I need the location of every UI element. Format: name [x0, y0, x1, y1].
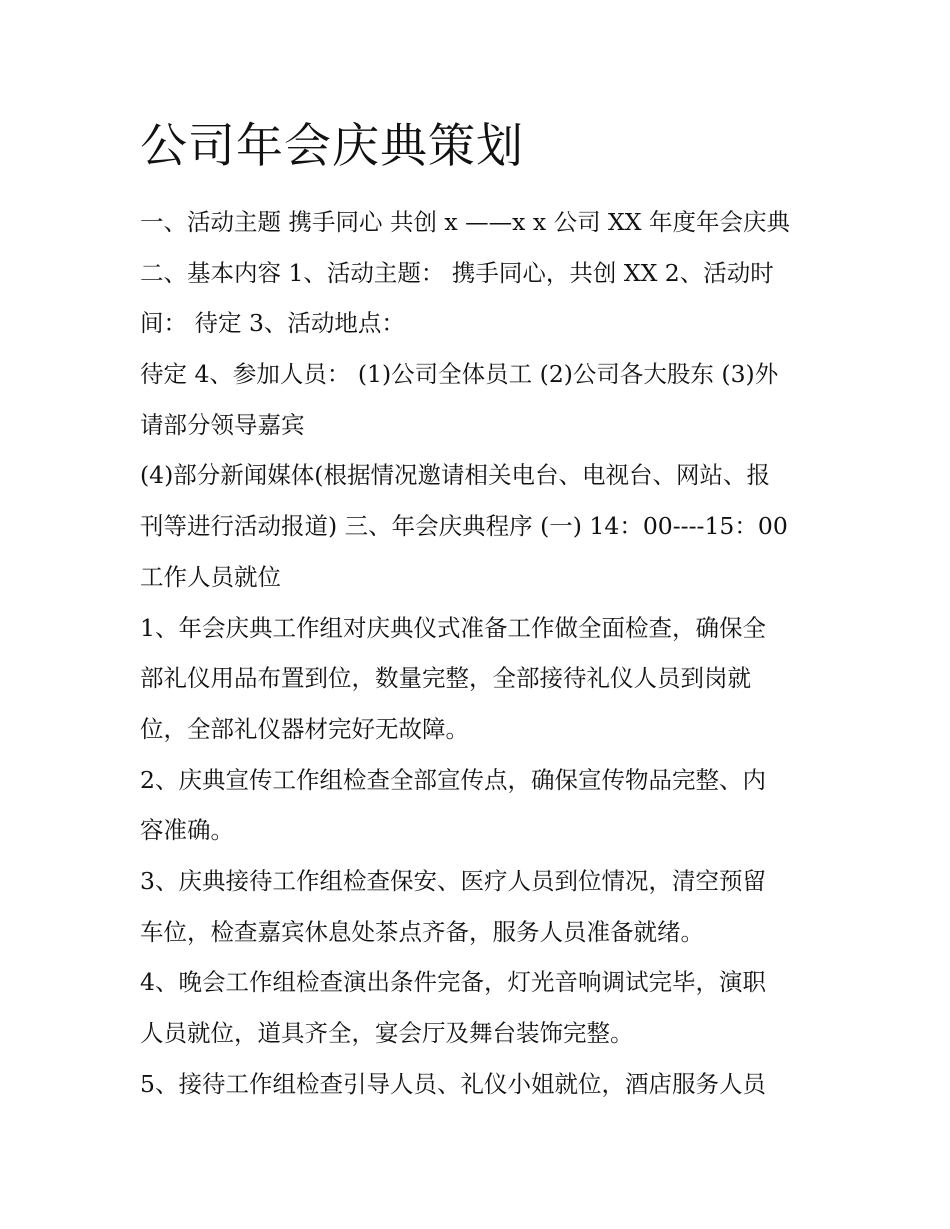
text-line: 部礼仪用品布置到位，数量完整，全部接待礼仪人员到岗就: [140, 664, 751, 693]
text-line: 容准确。: [140, 816, 234, 845]
text-line: 请部分领导嘉宾: [140, 410, 305, 439]
text-line: 1、年会庆典工作组对庆典仪式准备工作做全面检查，确保全: [140, 613, 766, 642]
text-line: 2、庆典宣传工作组检查全部宣传点，确保宣传物品完整、内: [140, 765, 766, 794]
text-line: 刊等进行活动报道) 三、年会庆典程序 (一) 14：00----15：00: [140, 512, 788, 541]
text-line: 间： 待定 3、活动地点：: [140, 309, 405, 338]
text-line: 人员就位，道具齐全，宴会厅及舞台装饰完整。: [140, 1019, 634, 1047]
text-line: 位，全部礼仪器材完好无故障。: [140, 714, 469, 743]
document-body: [140, 197, 820, 1109]
text-line: (4)部分新闻媒体(根据情况邀请相关电台、电视台、网站、报: [140, 461, 770, 490]
document-title: 公司年会庆典策划: [140, 119, 524, 174]
text-line: 待定 4、参加人员： (1)公司全体员工 (2)公司各大股东 (3)外: [140, 360, 779, 389]
text-line: 车位，检查嘉宾休息处茶点齐备，服务人员准备就绪。: [140, 917, 704, 946]
text-line: 3、庆典接待工作组检查保安、医疗人员到位情况，清空预留: [140, 866, 766, 895]
text-line: 二、基本内容 1、活动主题： 携手同心，共创 XX 2、活动时: [140, 258, 774, 287]
text-line: 5、接待工作组检查引导人员、礼仪小姐就位，酒店服务人员: [140, 1069, 766, 1098]
text-line: 一、活动主题 携手同心 共创 x ——x x 公司 XX 年度年会庆典: [140, 208, 790, 236]
text-line: 工作人员就位: [140, 562, 281, 591]
text-line: 4、晚会工作组检查演出条件完备，灯光音响调试完毕，演职: [140, 968, 766, 997]
